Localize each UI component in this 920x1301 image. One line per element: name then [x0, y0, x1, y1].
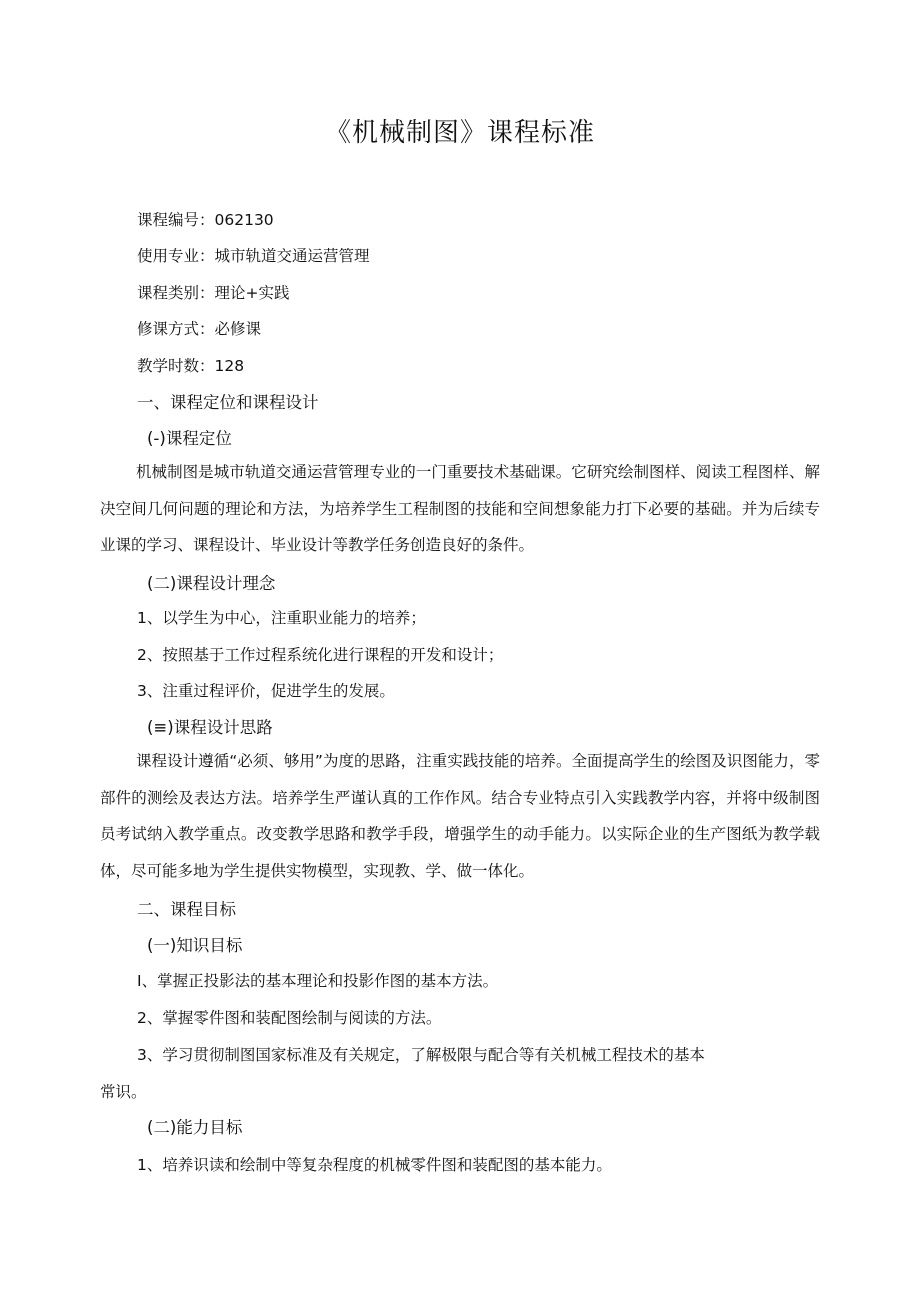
knowledge-item-3-continuation: 常识。 [100, 1083, 147, 1101]
section-2-heading: 二、课程目标 [137, 900, 236, 919]
knowledge-item-1: I、掌握正投影法的基本理论和投影作图的基本方法。 [137, 972, 499, 990]
document-title: 《机械制图》课程标准 [324, 118, 595, 148]
teaching-hours: 教学时数：128 [137, 357, 245, 375]
ability-item-1: 1、培养识读和绘制中等复杂程度的机械零件图和装配图的基本能力。 [137, 1156, 612, 1174]
positioning-paragraph: 机械制图是城市轨道交通运营管理专业的一门重要技术基础课。它研究绘制图样、阅读工程图样、解决空间几何问题的理论和方法，为培养学生工程制图的技能和空间想象能力打下必要的基础。并为后续专业课的学习、课程设计、毕业设计等教学任务创造良好的条件。 [100, 463, 820, 554]
knowledge-item-3: 3、学习贯彻制图国家标准及有关规定，了解极限与配合等有关机械工程技术的基本 [137, 1046, 705, 1064]
concept-item-2: 2、按照基于工作过程系统化进行课程的开发和设计； [137, 646, 504, 664]
major: 使用专业：城市轨道交通运营管理 [137, 247, 370, 265]
section-1-heading: 一、课程定位和课程设计 [137, 393, 319, 412]
course-code: 课程编号：062130 [137, 211, 274, 229]
knowledge-item-2: 2、掌握零件图和装配图绘制与阅读的方法。 [137, 1009, 442, 1027]
concept-item-3: 3、注重过程评价，促进学生的发展。 [137, 682, 395, 700]
design-approach-heading: (≡)课程设计思路 [147, 718, 273, 737]
knowledge-heading: (一)知识目标 [147, 936, 243, 955]
concept-item-1: 1、以学生为中心，注重职业能力的培养； [137, 609, 426, 627]
design-approach-paragraph: 课程设计遵循“必须、够用”为度的思路，注重实践技能的培养。全面提高学生的绘图及识图能力，零部件的测绘及表达方法。培养学生严谨认真的工作作风。结合专业特点引入实践教学内容，并将中级制图员考试纳入教学重点。改变教学思路和教学手段，增强学生的动手能力。以实际企业的生产图纸为教学载体，尽可能多地为学生提供实物模型，实现教、学、做一体化。 [100, 752, 820, 880]
course-mode: 修课方式：必修课 [137, 320, 262, 338]
positioning-heading: (-)课程定位 [147, 429, 232, 448]
design-concept-heading: (二)课程设计理念 [147, 574, 276, 593]
ability-heading: (二)能力目标 [147, 1118, 243, 1137]
course-category: 课程类别：理论+实践 [137, 284, 290, 302]
